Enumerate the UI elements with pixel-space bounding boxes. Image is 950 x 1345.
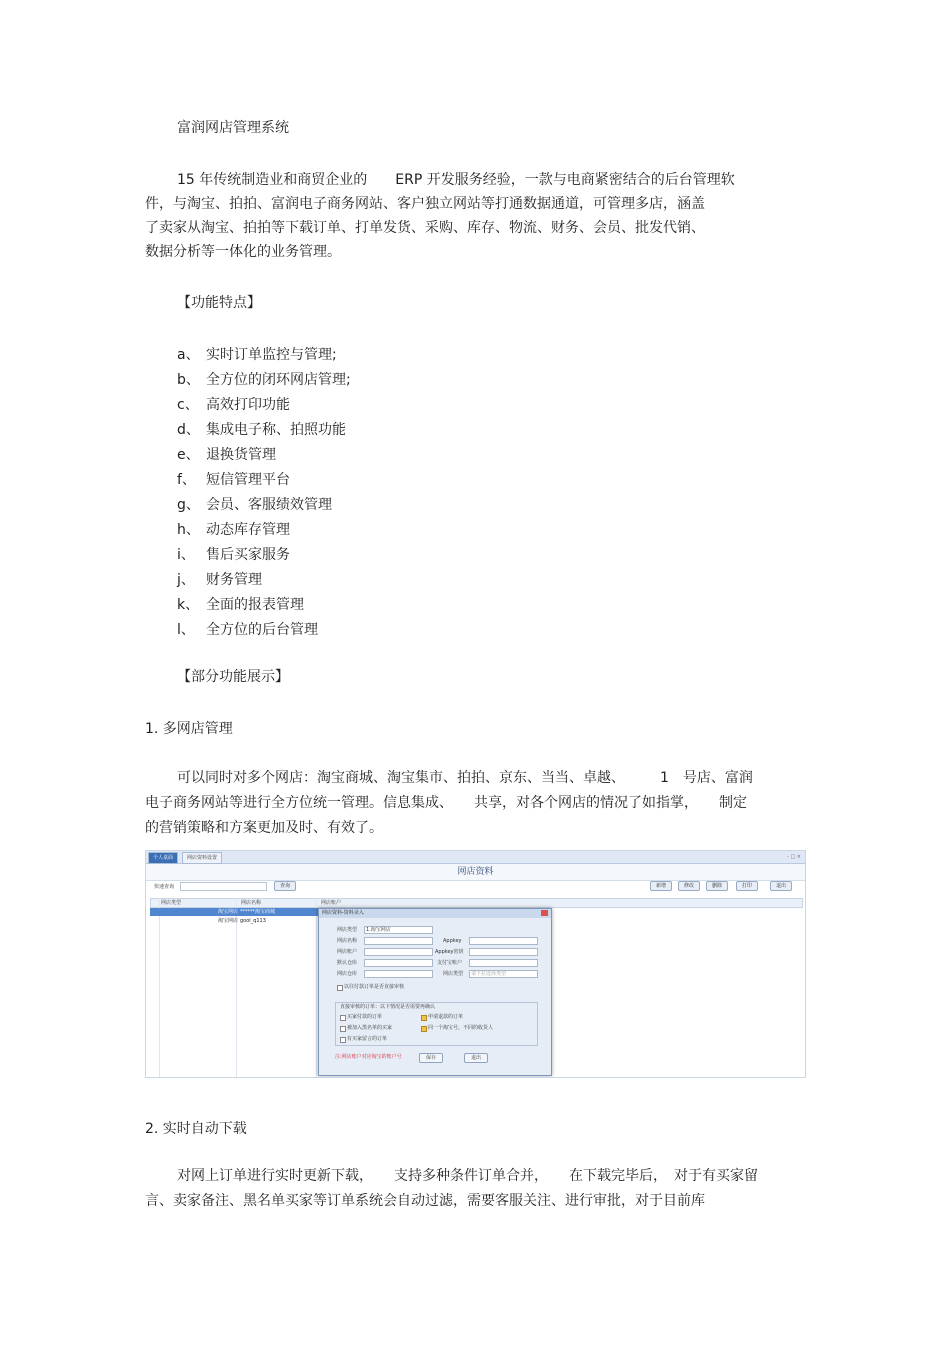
field-label: 网店类型 [337,927,358,933]
store-warehouse-select[interactable] [364,970,433,978]
default-warehouse-select[interactable] [364,959,433,967]
field-label: 网店名称 [337,938,358,944]
print-button[interactable]: 打印 [736,881,758,891]
type-select[interactable]: 请下拉选择类型 [469,970,538,978]
feature-text: 会员、客服绩效管理 [206,497,332,513]
store-name-input[interactable] [364,937,433,945]
close-icon[interactable] [541,910,548,916]
tab-store-settings[interactable]: 网店资料设置 [182,852,222,864]
quick-search-label: 快速查询 [154,884,175,890]
feature-letter: c、 [177,397,199,413]
option-label: 申请退款的订单 [428,1014,464,1020]
field-label: 默认仓库 [337,960,358,966]
section2-heading: 2. 实时自动下载 [145,1121,247,1137]
alipay-account-select[interactable] [469,959,538,967]
features-heading: 【功能特点】 [177,295,261,311]
feature-text: 集成电子称、拍照功能 [206,422,346,438]
store-type-select[interactable]: 1.淘宝网店 [364,926,433,934]
warning-text: 注:网店账户对应淘宝的账户号 [335,1054,402,1060]
store-entry-dialog [318,908,552,1076]
appkey-secret-input[interactable] [469,948,538,956]
intro-line-1: 15 年传统制造业和商贸企业的 ERP 开发服务经验，一款与电商紧密结合的后台管理软 [177,172,735,188]
store-management-screenshot [145,850,806,1078]
option-label: 买家付款的订单 [347,1014,383,1020]
feature-letter: f、 [177,472,196,488]
auto-audit-checkbox[interactable] [337,985,343,991]
store-account-input[interactable] [364,948,433,956]
column-header[interactable]: 网店账户 [321,900,342,906]
option-checkbox[interactable] [340,1037,346,1043]
option-checkbox[interactable] [421,1026,427,1032]
intro-line-3: 了卖家从淘宝、拍拍等下载订单、打单发货、采购、库存、物流、财务、会员、批发代销、 [145,220,705,236]
group-title: 直接审核的订单：以下情况是否需要再确认 [340,1004,436,1010]
section1-line-1: 可以同时对多个网店：淘宝商城、淘宝集市、拍拍、京东、当当、卓越、 1 号店、富润 [177,770,753,786]
feature-letter: g、 [177,497,200,513]
field-label: 网店类型 [443,971,464,977]
appkey-input[interactable] [469,937,538,945]
option-checkbox[interactable] [340,1026,346,1032]
field-label: Appkey密钥 [435,949,464,955]
feature-text: 退换货管理 [206,447,276,463]
section1-heading: 1. 多网店管理 [145,721,233,737]
feature-text: 全方位的后台管理 [206,622,318,638]
query-button[interactable]: 查询 [274,881,296,891]
tab-desktop[interactable]: 个人桌面 [148,852,178,864]
feature-letter: l、 [177,622,195,638]
feature-letter: j、 [177,572,195,588]
feature-letter: a、 [177,347,200,363]
feature-text: 短信管理平台 [206,472,290,488]
option-label: 同一个淘宝号，不同的收货人 [428,1025,494,1031]
exit-button[interactable]: 退出 [770,881,792,891]
quick-search-input[interactable] [180,882,267,891]
feature-letter: e、 [177,447,200,463]
option-checkbox[interactable] [340,1015,346,1021]
add-button[interactable]: 新增 [650,881,672,891]
window-title: 网店资料 [146,864,805,881]
field-label: Appkey [443,938,462,944]
feature-text: 全面的报表管理 [206,597,304,613]
feature-letter: k、 [177,597,200,613]
column-header[interactable]: 网店类型 [161,900,182,906]
feature-text: 售后买家服务 [206,547,290,563]
doc-title: 富润网店管理系统 [177,120,289,136]
cancel-button[interactable]: 退出 [464,1053,488,1063]
feature-letter: d、 [177,422,200,438]
option-label: 有买家留言的订单 [347,1036,388,1042]
feature-letter: i、 [177,547,195,563]
option-label: 被加入黑名单的买家 [347,1025,393,1031]
cell-type: 淘宝网店 [218,909,239,915]
field-label: 网店账户 [337,949,358,955]
option-checkbox[interactable] [421,1015,427,1021]
edit-button[interactable]: 修改 [678,881,700,891]
save-button[interactable]: 保存 [419,1053,443,1063]
delete-button[interactable]: 删除 [706,881,728,891]
showcase-heading: 【部分功能展示】 [177,669,289,685]
tab-bar [146,851,805,864]
section2-line-2: 言、卖家备注、黑名单买家等订单系统会自动过滤，需要客服关注、进行审批，对于目前库 [145,1193,705,1209]
auto-audit-label: 以往付款订单是否直接审核 [344,984,405,990]
grid-header [150,898,803,908]
cell-type: 淘宝网店 [218,918,239,924]
field-label: 支付宝账户 [437,960,463,966]
field-label: 网店仓库 [337,971,358,977]
feature-letter: h、 [177,522,200,538]
intro-line-2: 件，与淘宝、拍拍、富润电子商务网站、客户独立网站等打通数据通道，可管理多店，涵盖 [145,196,705,212]
section2-line-1: 对网上订单进行实时更新下载， 支持多种条件订单合并， 在下载完毕后， 对于有买家留 [177,1168,758,1184]
intro-line-4: 数据分析等一体化的业务管理。 [145,244,341,260]
option-group [335,1002,538,1046]
cell-name: gool_q113 [240,918,266,924]
feature-text: 全方位的闭环网店管理; [206,372,351,388]
window-controls[interactable]: - □ × [787,854,801,860]
feature-text: 动态库存管理 [206,522,290,538]
feature-letter: b、 [177,372,200,388]
feature-text: 财务管理 [206,572,262,588]
cell-name: ******淘宝商城 [240,909,276,915]
section1-line-3: 的营销策略和方案更加及时、有效了。 [145,820,383,836]
dialog-title: 网店资料-资料录入 [319,909,551,918]
feature-text: 实时订单监控与管理; [206,347,337,363]
feature-text: 高效打印功能 [206,397,290,413]
column-header[interactable]: 网店名称 [241,900,262,906]
section1-line-2: 电子商务网站等进行全方位统一管理。信息集成、 共享，对各个网店的情况了如指掌， 制定 [145,795,747,811]
